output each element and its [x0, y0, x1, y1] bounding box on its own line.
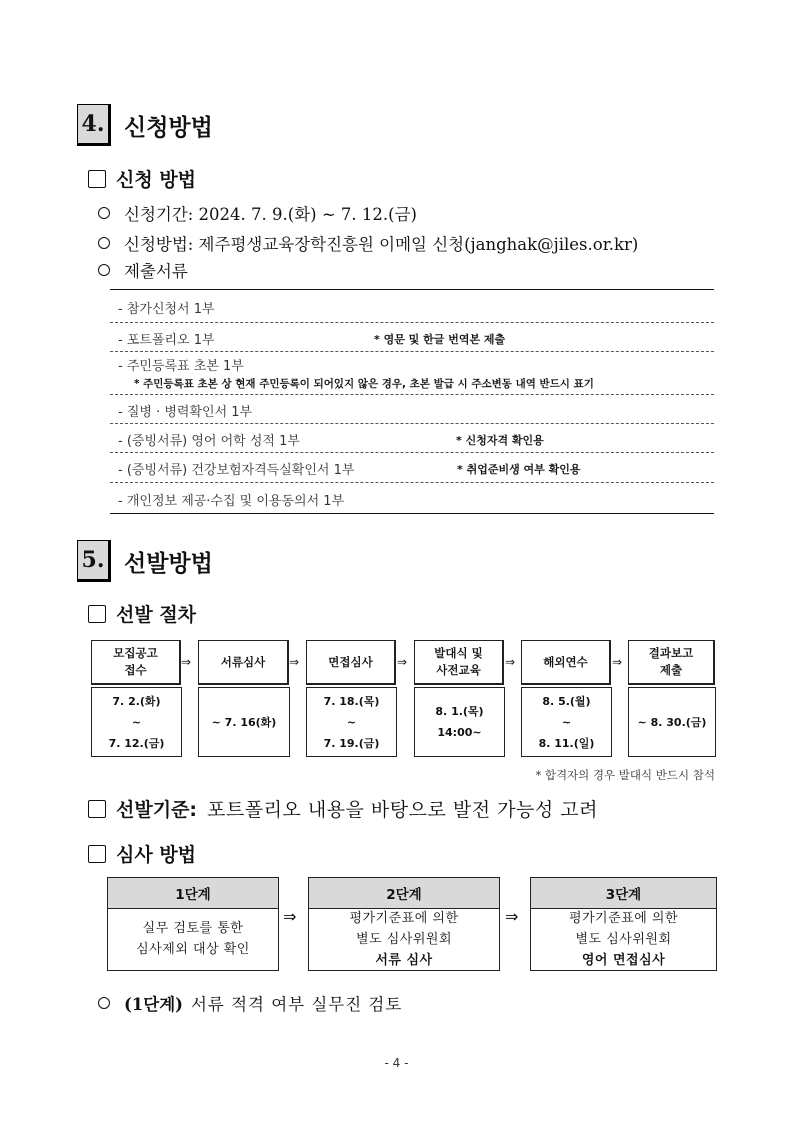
review-method-heading [88, 840, 196, 867]
stage-line: 평가기준표에 의한 [568, 910, 679, 926]
section-5-title: 선발방법 [124, 551, 213, 577]
document-row [110, 352, 714, 395]
document-row [110, 395, 714, 424]
step-arrow-icon: ⇒ [397, 655, 408, 669]
step-label-interview: 면접심사 [306, 640, 396, 685]
document-name: - 포트폴리오 1부 [118, 333, 215, 348]
document-row [110, 323, 714, 352]
document-note: * 주민등록표 초본 상 현재 주민등록이 되어있지 않은 경우, 초본 발급 시 주소변동 내역 반드시 표기 [134, 378, 594, 390]
stage-name: 2단계 [309, 878, 499, 909]
step-arrow-icon: ⇒ [612, 655, 623, 669]
bullet-text: 신청기간: 2024. 7. 9.(화) ~ 7. 12.(금) [124, 205, 417, 224]
step-label-document-review: 서류심사 [198, 640, 289, 685]
application-method-heading [88, 165, 196, 192]
square-bullet-icon [88, 845, 106, 863]
stage-line: 실무 검토를 통한 [142, 921, 244, 936]
step-arrow-icon: ⇒ [289, 655, 300, 669]
selection-procedure-heading-text: 선발 절차 [116, 604, 197, 626]
stage-name: 3단계 [531, 878, 716, 909]
bullet-text: 서류 적격 여부 실무진 검토 [190, 995, 403, 1014]
bullet-text: 제출서류 [124, 262, 188, 281]
bullet-application-way [98, 231, 638, 255]
step-date: 7. 18.(목) ~ 7. 19.(금) [306, 687, 397, 757]
document-name: - 개인정보 제공·수집 및 이용동의서 1부 [118, 494, 345, 509]
step-arrow-icon: ⇒ [181, 655, 192, 669]
square-bullet-icon [88, 605, 106, 623]
stage-arrow-icon: ⇒ [283, 907, 297, 926]
document-name: - 질병 · 병력확인서 1부 [118, 405, 253, 420]
document-note: * 취업준비생 여부 확인용 [457, 463, 581, 476]
selection-criteria-heading [88, 795, 598, 822]
step-arrow-icon: ⇒ [505, 655, 516, 669]
step-date: 8. 5.(월) ~ 8. 11.(일) [521, 687, 612, 757]
stage-line: 별도 심사위원회 [575, 931, 672, 947]
bullet-text: 신청방법: 제주평생교육장학진흥원 이메일 신청(janghak@jiles.or.kr) [124, 235, 639, 254]
section-4-title: 신청방법 [124, 115, 213, 141]
document-name: - 주민등록표 초본 1부 [118, 359, 244, 374]
document-row [110, 290, 714, 323]
stage-3 [530, 877, 717, 971]
procedure-note: * 합격자의 경우 발대식 반드시 참석 [535, 768, 715, 782]
application-method-heading-text: 신청 방법 [116, 169, 197, 191]
documents-table [110, 289, 714, 514]
stage-2 [308, 877, 500, 971]
circle-bullet-icon [98, 237, 110, 249]
square-bullet-icon [88, 170, 106, 188]
document-row [110, 453, 714, 483]
selection-criteria-text: 포트폴리오 내용을 바탕으로 발전 가능성 고려 [207, 799, 598, 821]
circle-bullet-icon [98, 264, 110, 276]
section-5-number: 5. [77, 540, 111, 582]
stage-line: 심사제외 대상 확인 [136, 942, 250, 957]
selection-criteria-label: 선발기준: [116, 799, 198, 821]
selection-procedure-heading [88, 600, 196, 627]
circle-bullet-icon [98, 997, 110, 1009]
bullet-stage-1 [98, 991, 402, 1015]
step-date: ~ 7. 16(화) [198, 687, 290, 757]
stage-body [108, 909, 278, 969]
step-date: ~ 8. 30.(금) [628, 687, 716, 757]
step-label-recruit: 모집공고 접수 [91, 640, 181, 685]
bullet-application-period [98, 201, 417, 225]
document-name: - (증빙서류) 건강보험자격득실확인서 1부 [118, 463, 355, 478]
stage-line: 평가기준표에 의한 [349, 910, 459, 926]
stage-line-bold: 서류 심사 [375, 952, 433, 968]
step-label-launch: 발대식 및 사전교육 [414, 640, 504, 685]
step-label-report: 결과보고 제출 [628, 640, 715, 685]
document-row [110, 424, 714, 453]
document-note: * 신청자격 확인용 [456, 434, 544, 447]
stage-body [531, 909, 716, 969]
stage-1 [107, 877, 279, 971]
document-row [110, 483, 714, 513]
circle-bullet-icon [98, 207, 110, 219]
document-name: - (증빙서류) 영어 어학 성적 1부 [118, 434, 300, 449]
stage-arrow-icon: ⇒ [505, 907, 519, 926]
bullet-documents [98, 258, 188, 282]
document-name: - 참가신청서 1부 [118, 302, 215, 317]
stage-name: 1단계 [108, 878, 278, 909]
step-date: 7. 2.(화) ~ 7. 12.(금) [91, 687, 182, 757]
step-label-overseas: 해외연수 [521, 640, 611, 685]
review-method-heading-text: 심사 방법 [116, 844, 197, 866]
step-date: 8. 1.(목) 14:00~ [414, 687, 505, 757]
square-bullet-icon [88, 800, 106, 818]
stage-body [309, 909, 499, 969]
page-number: - 4 - [384, 1056, 409, 1070]
bullet-bold: (1단계) [124, 995, 183, 1014]
stage-line-bold: 영어 면접심사 [581, 952, 666, 968]
document-note: * 영문 및 한글 번역본 제출 [374, 333, 506, 346]
section-4-number: 4. [77, 104, 111, 146]
stage-line: 별도 심사위원회 [355, 931, 453, 947]
